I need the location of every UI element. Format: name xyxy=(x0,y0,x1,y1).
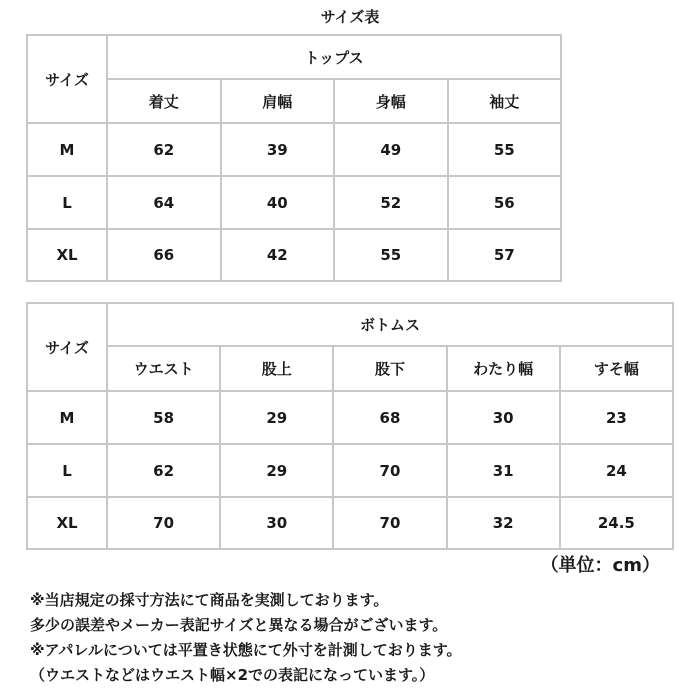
value-cell: 55 xyxy=(448,123,562,176)
note-line: （ウエストなどはウエスト幅×2での表記になっています。） xyxy=(30,666,435,684)
column-header: 股下 xyxy=(333,346,446,391)
size-cell: M xyxy=(27,123,107,176)
value-cell: 68 xyxy=(333,391,446,444)
value-cell: 64 xyxy=(107,176,221,229)
value-cell: 30 xyxy=(220,497,333,549)
unit-label: （単位：cm） xyxy=(540,555,660,576)
table-row xyxy=(27,497,673,549)
column-header: 股上 xyxy=(220,346,333,391)
value-cell: 30 xyxy=(447,391,560,444)
table-row xyxy=(27,123,561,176)
value-cell: 70 xyxy=(333,444,446,497)
column-header: すそ幅 xyxy=(560,346,673,391)
tops-size-table xyxy=(26,34,562,282)
notes xyxy=(30,588,462,688)
value-cell: 24.5 xyxy=(560,497,673,549)
value-cell: 29 xyxy=(220,391,333,444)
column-header: わたり幅 xyxy=(447,346,560,391)
column-header: 着丈 xyxy=(107,79,221,123)
table-row xyxy=(27,444,673,497)
size-cell: M xyxy=(27,391,107,444)
size-header: サイズ xyxy=(27,35,107,123)
column-header: 身幅 xyxy=(334,79,448,123)
value-cell: 52 xyxy=(334,176,448,229)
note-line: ※当店規定の採寸方法にて商品を実測しております。 xyxy=(30,591,389,609)
value-cell: 70 xyxy=(333,497,446,549)
value-cell: 58 xyxy=(107,391,220,444)
table-row xyxy=(27,391,673,444)
note-line: ※アパレルについては平置き状態にて外寸を計測しております。 xyxy=(30,641,462,659)
note-line: 多少の誤差やメーカー表記サイズと異なる場合がございます。 xyxy=(30,616,448,634)
table-row xyxy=(27,176,561,229)
value-cell: 56 xyxy=(448,176,562,229)
column-header: 袖丈 xyxy=(448,79,562,123)
value-cell: 39 xyxy=(221,123,335,176)
value-cell: 42 xyxy=(221,229,335,281)
column-header: ウエスト xyxy=(107,346,220,391)
value-cell: 40 xyxy=(221,176,335,229)
size-header: サイズ xyxy=(27,303,107,391)
size-cell: L xyxy=(27,444,107,497)
value-cell: 23 xyxy=(560,391,673,444)
size-cell: L xyxy=(27,176,107,229)
table-row xyxy=(27,229,561,281)
value-cell: 62 xyxy=(107,444,220,497)
bottoms-group-header: ボトムス xyxy=(107,303,673,346)
bottoms-size-table xyxy=(26,302,674,550)
value-cell: 24 xyxy=(560,444,673,497)
page-title: サイズ表 xyxy=(320,8,380,26)
tops-group-header: トップス xyxy=(107,35,561,79)
value-cell: 70 xyxy=(107,497,220,549)
column-header: 肩幅 xyxy=(221,79,335,123)
size-cell: XL xyxy=(27,229,107,281)
value-cell: 55 xyxy=(334,229,448,281)
value-cell: 29 xyxy=(220,444,333,497)
value-cell: 62 xyxy=(107,123,221,176)
value-cell: 31 xyxy=(447,444,560,497)
size-cell: XL xyxy=(27,497,107,549)
value-cell: 49 xyxy=(334,123,448,176)
value-cell: 32 xyxy=(447,497,560,549)
value-cell: 66 xyxy=(107,229,221,281)
value-cell: 57 xyxy=(448,229,562,281)
